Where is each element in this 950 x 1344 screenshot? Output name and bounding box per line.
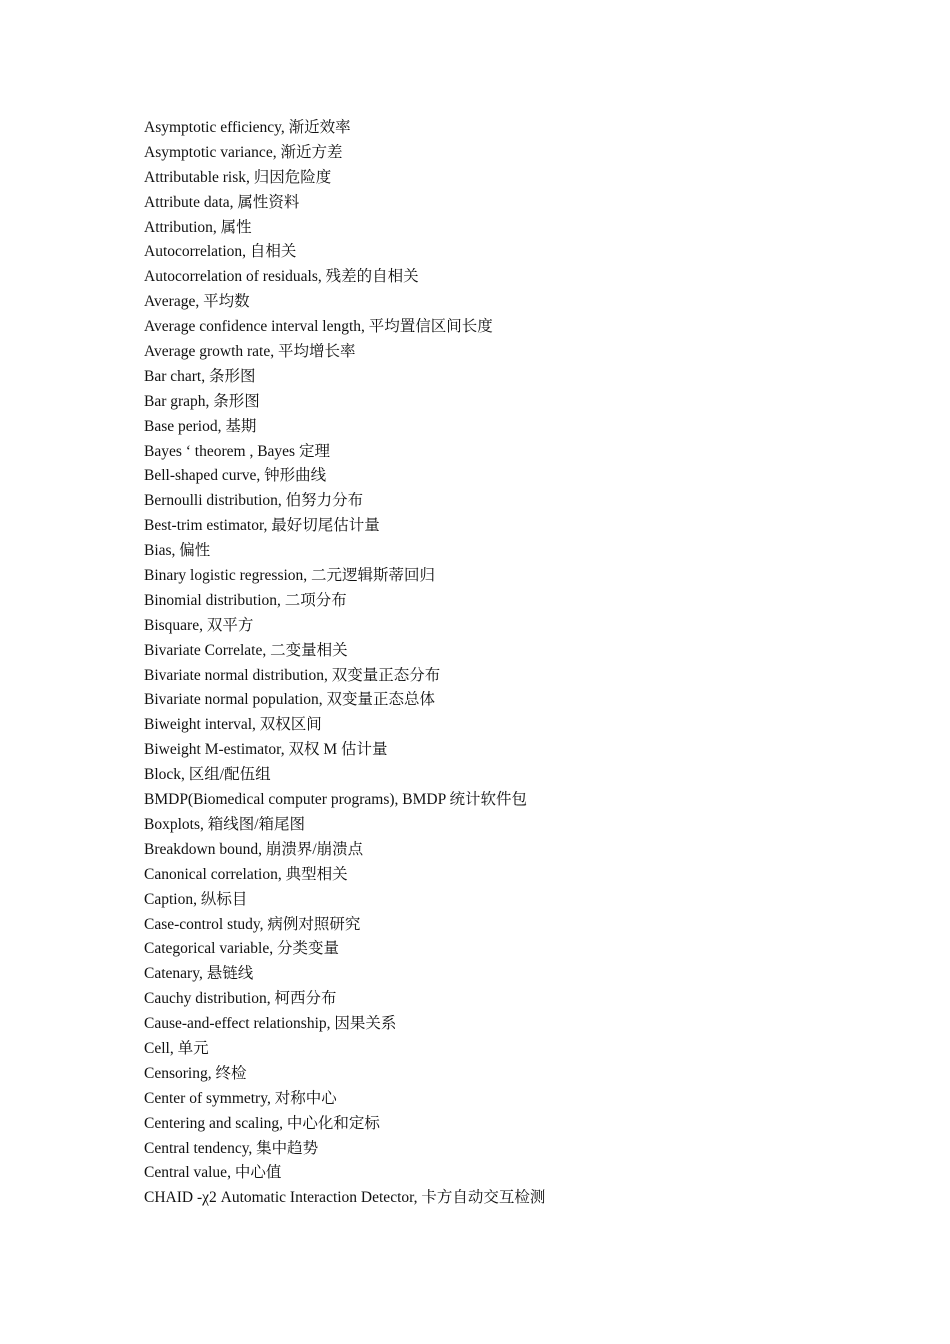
glossary-entry: Catenary, 悬链线 bbox=[144, 965, 254, 983]
glossary-entry: Canonical correlation, 典型相关 bbox=[144, 865, 348, 883]
glossary-entry: Asymptotic efficiency, 渐近效率 bbox=[144, 119, 351, 136]
glossary-entry: Attribution, 属性 bbox=[144, 218, 252, 236]
glossary-entry: Bayes ‘ theorem , Bayes 定理 bbox=[144, 442, 330, 460]
glossary-entry: Autocorrelation of residuals, 残差的自相关 bbox=[144, 268, 419, 286]
glossary-entry: Bivariate Correlate, 二变量相关 bbox=[144, 641, 348, 659]
glossary-entry: Attributable risk, 归因危险度 bbox=[144, 168, 332, 186]
glossary-entry: Cause-and-effect relationship, 因果关系 bbox=[144, 1015, 397, 1033]
glossary-entry: Centering and scaling, 中心化和定标 bbox=[144, 1114, 380, 1132]
glossary-entry: Bisquare, 双平方 bbox=[144, 616, 254, 634]
glossary-entry: Biweight interval, 双权区间 bbox=[144, 716, 322, 734]
glossary-entry: Caption, 纵标目 bbox=[144, 890, 248, 908]
glossary-entry: Central tendency, 集中趋势 bbox=[144, 1139, 319, 1157]
glossary-entry: Boxplots, 箱线图/箱尾图 bbox=[144, 815, 306, 833]
glossary-entry: Average confidence interval length, 平均置信区间长度 bbox=[144, 318, 493, 336]
glossary-list bbox=[144, 116, 545, 1211]
glossary-entry: Bias, 偏性 bbox=[144, 542, 211, 560]
glossary-entry: Categorical variable, 分类变量 bbox=[144, 940, 339, 958]
glossary-entry: Average growth rate, 平均增长率 bbox=[144, 343, 356, 361]
glossary-entry: CHAID -χ2 Automatic Interaction Detector, 卡方自动交互检测 bbox=[144, 1189, 546, 1207]
glossary-entry: Cauchy distribution, 柯西分布 bbox=[144, 990, 337, 1008]
glossary-entry: Cell, 单元 bbox=[144, 1039, 209, 1057]
glossary-entry: Case-control study, 病例对照研究 bbox=[144, 915, 361, 933]
glossary-entry: Bernoulli distribution, 伯努力分布 bbox=[144, 492, 364, 510]
glossary-entry: BMDP(Biomedical computer programs), BMDP 统计软件包 bbox=[144, 791, 528, 809]
glossary-entry: Bar chart, 条形图 bbox=[144, 367, 256, 385]
glossary-entry: Central value, 中心值 bbox=[144, 1164, 282, 1182]
glossary-entry: Asymptotic variance, 渐近方差 bbox=[144, 143, 343, 161]
glossary-entry: Best-trim estimator, 最好切尾估计量 bbox=[144, 517, 380, 535]
glossary-entry: Bivariate normal distribution, 双变量正态分布 bbox=[144, 666, 441, 684]
glossary-entry: Autocorrelation, 自相关 bbox=[144, 243, 297, 261]
glossary-entry: Binary logistic regression, 二元逻辑斯蒂回归 bbox=[144, 567, 436, 585]
glossary-entry: Block, 区组/配伍组 bbox=[144, 766, 271, 784]
glossary-entry: Bivariate normal population, 双变量正态总体 bbox=[144, 691, 436, 709]
glossary-entry: Center of symmetry, 对称中心 bbox=[144, 1089, 337, 1107]
glossary-entry: Breakdown bound, 崩溃界/崩溃点 bbox=[144, 840, 364, 858]
glossary-entry: Binomial distribution, 二项分布 bbox=[144, 591, 347, 609]
glossary-entry: Base period, 基期 bbox=[144, 417, 257, 435]
glossary-entry: Attribute data, 属性资料 bbox=[144, 193, 300, 211]
glossary-entry: Average, 平均数 bbox=[144, 293, 250, 311]
glossary-entry: Biweight M-estimator, 双权 M 估计量 bbox=[144, 741, 388, 759]
glossary-entry: Censoring, 终检 bbox=[144, 1064, 247, 1082]
glossary-entry: Bar graph, 条形图 bbox=[144, 392, 260, 410]
glossary-entry: Bell-shaped curve, 钟形曲线 bbox=[144, 467, 327, 485]
